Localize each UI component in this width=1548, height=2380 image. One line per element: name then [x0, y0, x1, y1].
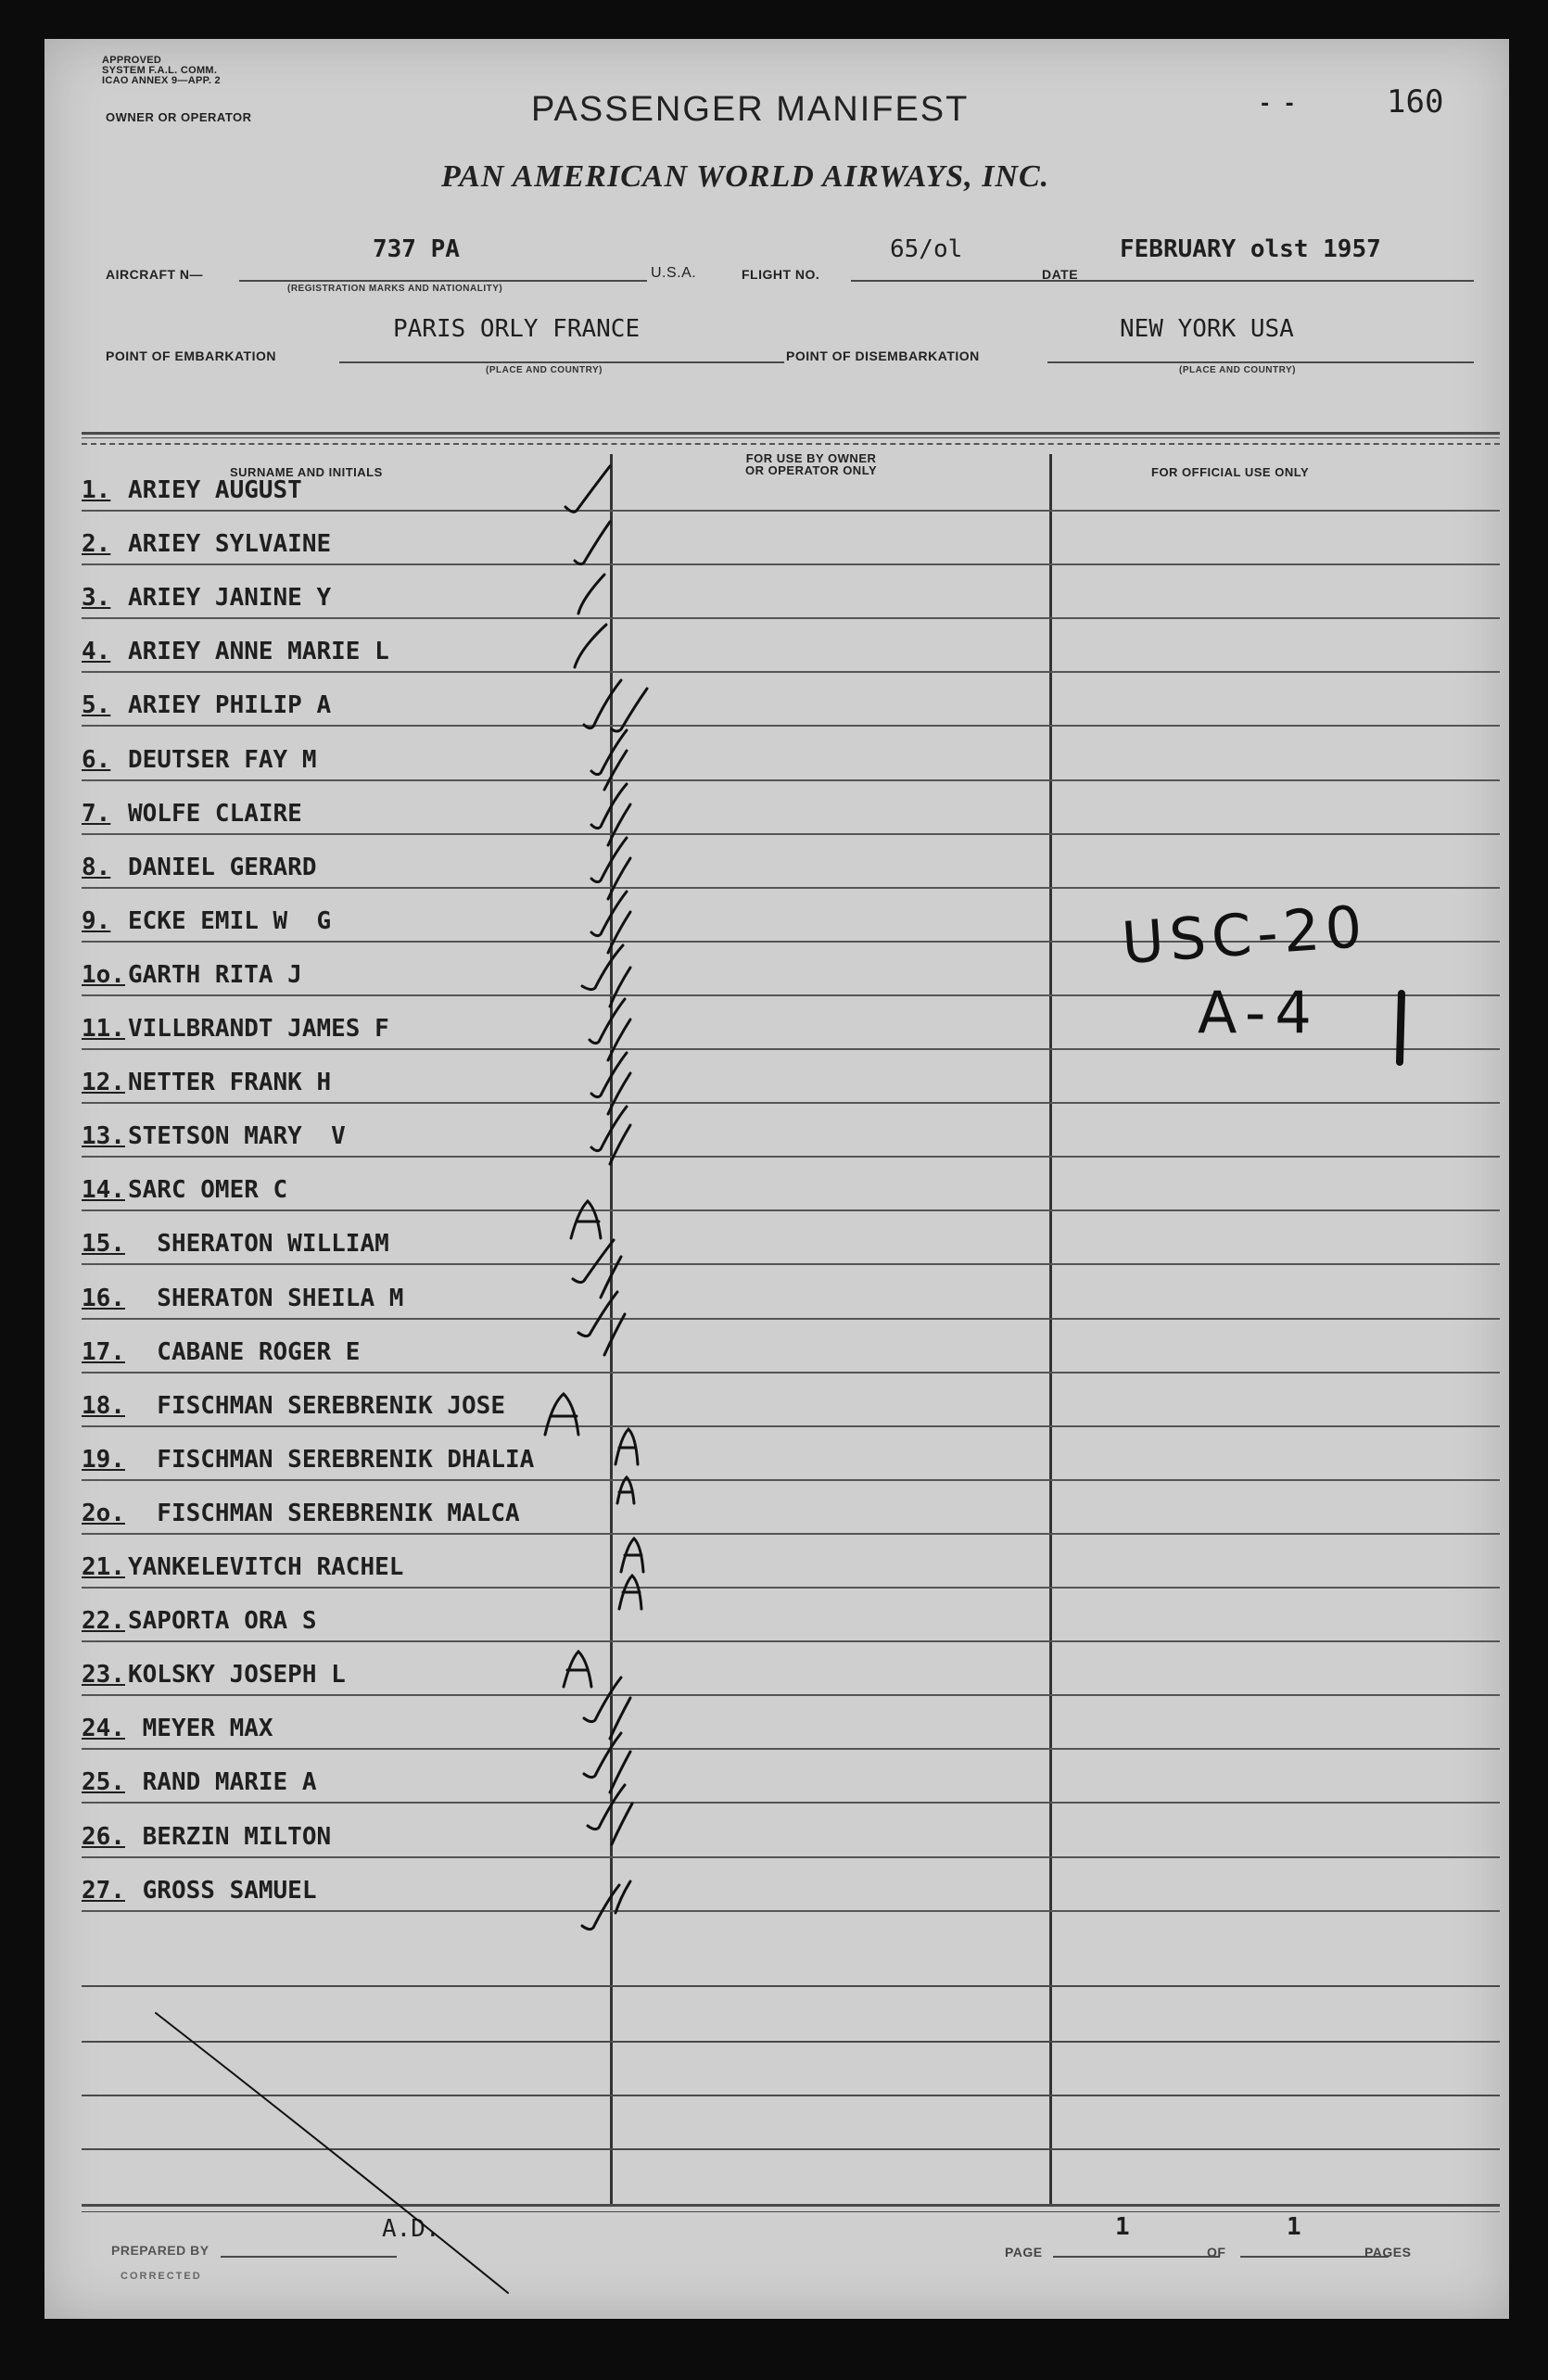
disembarkation-label: POINT OF DISEMBARKATION — [786, 348, 980, 363]
prepared-by-value: A.D. — [382, 2215, 440, 2243]
manifest-sheet — [44, 39, 1509, 2319]
prepared-by-label: PREPARED BY — [111, 2243, 209, 2258]
passenger-name: BERZIN MILTON — [128, 1822, 332, 1851]
passenger-name: WOLFE CLAIRE — [128, 799, 302, 828]
owner-operator-label: OWNER OR OPERATOR — [106, 110, 252, 124]
passenger-number: 14. — [82, 1176, 125, 1205]
passenger-number: 5. — [82, 691, 111, 720]
passenger-name: STETSON MARY V — [128, 1122, 346, 1151]
passenger-number: 15. — [82, 1230, 125, 1259]
passenger-number: 21. — [82, 1553, 125, 1581]
page-stamp-number: 160 — [1387, 83, 1444, 120]
corrected-stamp: CORRECTED — [121, 2271, 202, 2282]
official-note-a: A-4 — [1198, 979, 1321, 1046]
passenger-name: MEYER MAX — [128, 1715, 273, 1743]
registration-caption: (REGISTRATION MARKS AND NATIONALITY) — [287, 284, 503, 294]
of-label: OF — [1207, 2245, 1226, 2260]
page-number: 1 — [1115, 2213, 1130, 2241]
passenger-number: 26. — [82, 1822, 125, 1851]
date-label: DATE — [1042, 267, 1079, 282]
total-pages: 1 — [1287, 2213, 1301, 2241]
passenger-number: 18. — [82, 1391, 125, 1420]
approval-text: APPROVED SYSTEM F.A.L. COMM. ICAO ANNEX 9—APP. 2 — [102, 55, 221, 86]
passenger-number: 8. — [82, 853, 111, 881]
passenger-number: 2o. — [82, 1499, 125, 1527]
passenger-name: SAPORTA ORA S — [128, 1607, 317, 1636]
passenger-name: DANIEL GERARD — [128, 853, 317, 881]
passenger-number: 6. — [82, 745, 111, 774]
passenger-number: 1o. — [82, 960, 125, 989]
passenger-name: ECKE EMIL W G — [128, 906, 332, 935]
date-value: FEBRUARY olst 1957 — [1120, 235, 1381, 263]
passenger-number: 22. — [82, 1607, 125, 1636]
disembarkation-caption: (PLACE AND COUNTRY) — [1179, 365, 1296, 375]
passenger-name: ARIEY JANINE Y — [128, 584, 332, 613]
flight-value: 65/ol — [890, 235, 963, 263]
passenger-number: 9. — [82, 906, 111, 935]
passenger-number: 4. — [82, 638, 111, 666]
handwritten-marks — [44, 39, 1509, 2319]
passenger-number: 19. — [82, 1445, 125, 1474]
passenger-number: 16. — [82, 1284, 125, 1312]
passenger-name: ARIEY SYLVAINE — [128, 530, 332, 559]
passenger-number: 23. — [82, 1661, 125, 1690]
passenger-number: 27. — [82, 1876, 125, 1905]
pages-label: PAGES — [1364, 2245, 1412, 2260]
flight-label: FLIGHT NO. — [742, 267, 820, 282]
passenger-name: GARTH RITA J — [128, 960, 302, 989]
passenger-number: 11. — [82, 1015, 125, 1043]
page-title: PASSENGER MANIFEST — [531, 90, 970, 129]
embarkation-value: PARIS ORLY FRANCE — [393, 315, 641, 343]
dash-mark: - - — [1259, 93, 1296, 116]
passenger-name: SARC OMER C — [128, 1176, 288, 1205]
usa-label: U.S.A. — [651, 265, 697, 281]
embarkation-caption: (PLACE AND COUNTRY) — [486, 365, 603, 375]
page-label: PAGE — [1005, 2245, 1043, 2260]
aircraft-label: AIRCRAFT N— — [106, 267, 204, 282]
passenger-name: DEUTSER FAY M — [128, 745, 317, 774]
column-header-owner: FOR USE BY OWNER OR OPERATOR ONLY — [745, 451, 878, 477]
column-header-surname: SURNAME AND INITIALS — [230, 465, 383, 479]
company-name: PAN AMERICAN WORLD AIRWAYS, INC. — [441, 159, 1050, 194]
passenger-number: 2. — [82, 530, 111, 559]
passenger-name: VILLBRANDT JAMES F — [128, 1015, 389, 1043]
passenger-number: 24. — [82, 1715, 125, 1743]
passenger-number: 12. — [82, 1069, 125, 1097]
passenger-number: 17. — [82, 1337, 125, 1366]
passenger-name: YANKELEVITCH RACHEL — [128, 1553, 404, 1581]
official-note-usc: USC-20 — [1119, 892, 1370, 978]
passenger-number: 13. — [82, 1122, 125, 1151]
passenger-name: KOLSKY JOSEPH L — [128, 1661, 346, 1690]
passenger-number: 3. — [82, 584, 111, 613]
passenger-name: GROSS SAMUEL — [128, 1876, 317, 1905]
passenger-name: SHERATON WILLIAM — [128, 1230, 389, 1259]
passenger-name: RAND MARIE A — [128, 1768, 317, 1797]
passenger-name: SHERATON SHEILA M — [128, 1284, 404, 1312]
passenger-name: FISCHMAN SEREBRENIK JOSE — [128, 1391, 505, 1420]
passenger-number: 7. — [82, 799, 111, 828]
passenger-name: ARIEY AUGUST — [128, 476, 302, 504]
passenger-number: 1. — [82, 476, 111, 504]
column-header-official: FOR OFFICIAL USE ONLY — [1151, 465, 1310, 479]
aircraft-value: 737 PA — [373, 235, 460, 263]
passenger-name: CABANE ROGER E — [128, 1337, 361, 1366]
passenger-name: FISCHMAN SEREBRENIK DHALIA — [128, 1445, 535, 1474]
passenger-name: NETTER FRANK H — [128, 1069, 332, 1097]
passenger-name: ARIEY ANNE MARIE L — [128, 638, 389, 666]
passenger-number: 25. — [82, 1768, 125, 1797]
passenger-name: FISCHMAN SEREBRENIK MALCA — [128, 1499, 520, 1527]
passenger-name: ARIEY PHILIP A — [128, 691, 332, 720]
embarkation-label: POINT OF EMBARKATION — [106, 348, 276, 363]
disembarkation-value: NEW YORK USA — [1120, 315, 1294, 343]
